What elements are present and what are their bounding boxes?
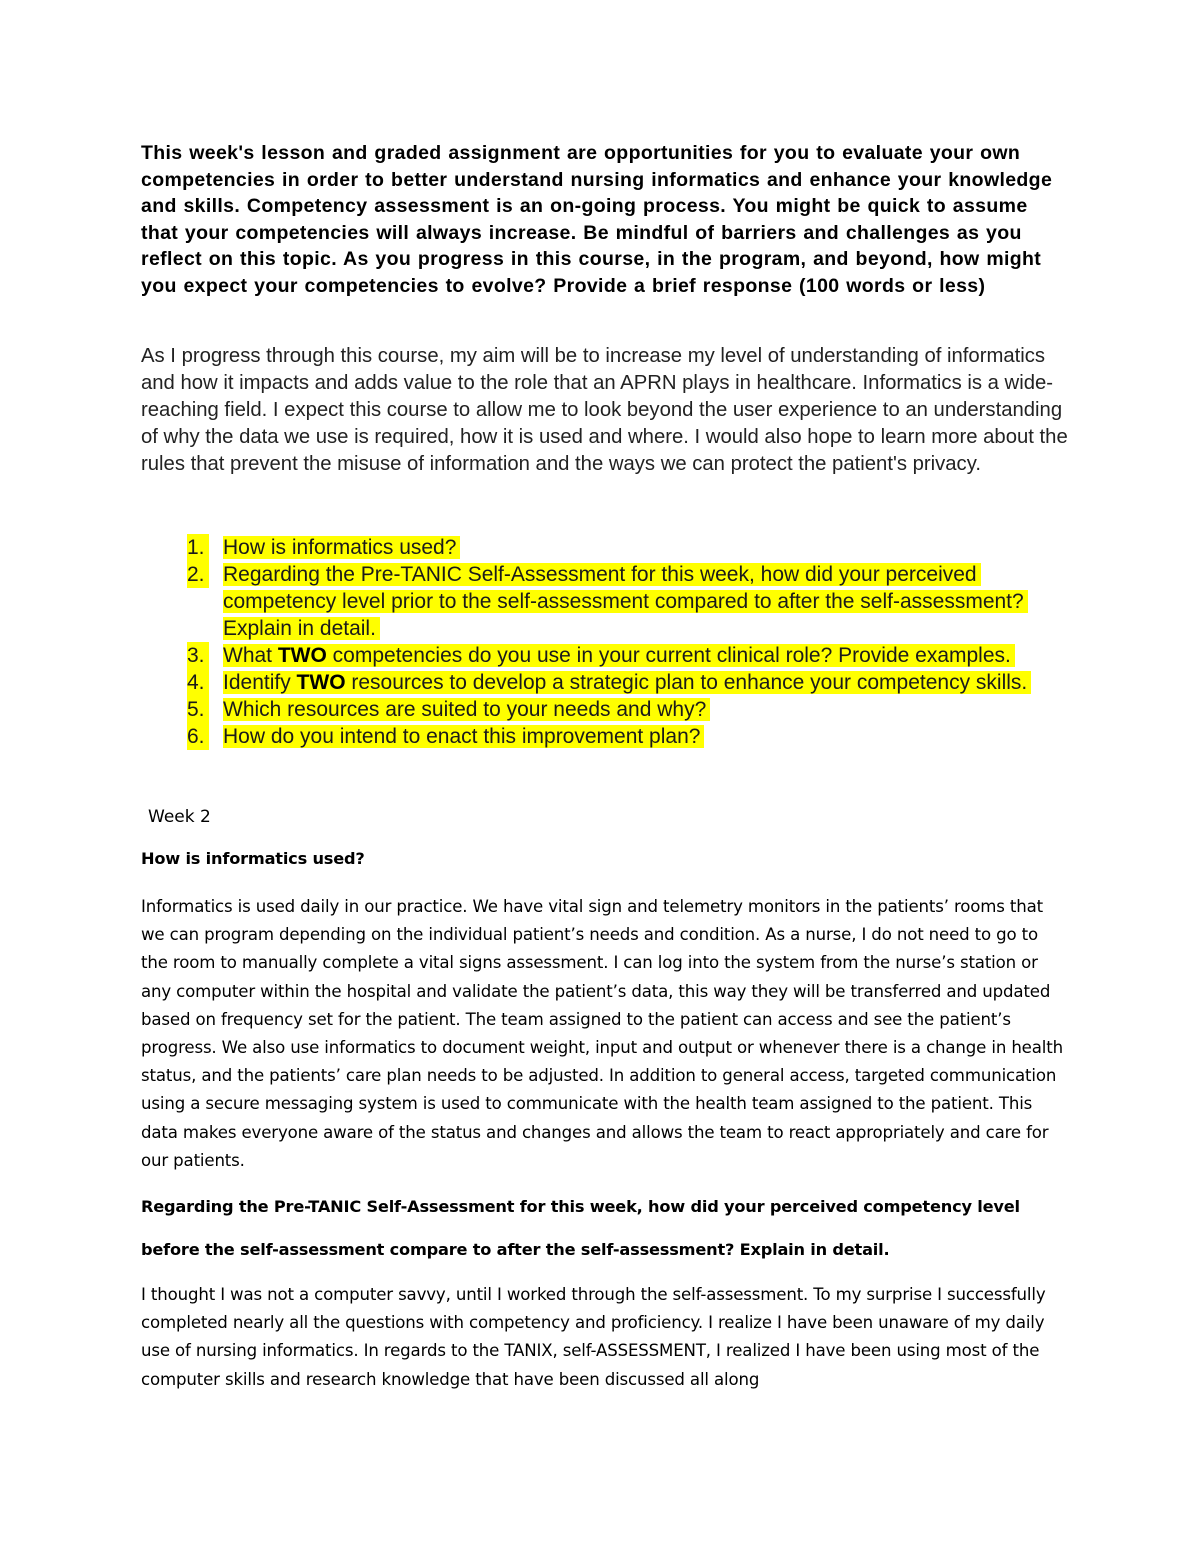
question-text-pre: What (223, 644, 278, 667)
question-text: Which resources are suited to your needs and why? (223, 698, 710, 721)
list-item (187, 723, 1087, 750)
section-body: I thought I was not a computer savvy, until I worked through the self-assessment. To my surprise I successfully completed nearly all the questions with competency and proficiency. I realize I have been unaware of my daily use of nursing informatics. In regards to the TANIX, self-ASSESSMENT, I realized I have been using most of the computer skills and research knowledge that have been discussed all along (141, 1285, 1046, 1389)
emphasis-two: TWO (296, 671, 346, 694)
week-label: Week 2 (148, 807, 211, 827)
list-number: 2. (187, 561, 209, 588)
question-text-pre: Identify (223, 671, 297, 694)
reflection-response: As I progress through this course, my aim will be to increase my level of understanding of informatics and how it impacts and adds value to the role that an APRN plays in healthcare. Informatics is a wide-reaching field. I expect this course to allow me to look beyond the user experience to an understanding of why the data we use is required, how it is used and where. I would also hope to learn more about the rules that prevent the misuse of information and the ways we can protect the patient's privacy. (141, 345, 1068, 475)
section-heading: before the self-assessment compare to after the self-assessment? Explain in detail. (141, 1240, 890, 1259)
assignment-prompt: This week's lesson and graded assignment are opportunities for you to evaluate your own competencies in order to better understand nursing informatics and enhance your knowledge and skills. Competency assessment is an on-going process. You might be quick to assume that your competencies will always increase. Be mindful of barriers and challenges as you reflect on this topic. As you progress in this course, in the program, and beyond, how might you expect your competencies to evolve? Provide a brief response (100 words or less) (141, 142, 1053, 297)
list-item (187, 561, 1087, 642)
list-number: 4. (187, 669, 209, 696)
emphasis-two: TWO (277, 644, 327, 667)
section-heading: Regarding the Pre-TANIC Self-Assessment for this week, how did your perceived competency level (141, 1197, 1020, 1216)
question-text (223, 644, 1015, 667)
list-number: 1. (187, 534, 209, 561)
list-number: 3. (187, 642, 209, 669)
list-number: 5. (187, 696, 209, 723)
list-item (187, 669, 1087, 696)
question-list (187, 534, 1087, 750)
question-text: How is informatics used? (223, 536, 460, 559)
section-heading: How is informatics used? (141, 849, 365, 868)
list-item (187, 642, 1087, 669)
list-item (187, 534, 1087, 561)
list-number: 6. (187, 723, 209, 750)
section-body: Informatics is used daily in our practice. We have vital sign and telemetry monitors in the patients’ rooms that we can program depending on the individual patient’s needs and condition. As a nurse, I do not need to go to the room to manually complete a vital signs assessment. I can log into the system from the nurse’s station or any computer within the hospital and validate the patient’s data, this way they will be transferred and updated based on frequency set for the patient. The team assigned to the patient can access and see the patient’s progress. We also use informatics to document weight, input and output or whenever there is a change in health status, and the patients’ care plan needs to be adjusted. In addition to general access, targeted communication using a secure messaging system is used to communicate with the health team assigned to the patient. This data makes everyone aware of the status and changes and allows the team to react appropriately and care for our patients. (141, 897, 1063, 1170)
list-item (187, 696, 1087, 723)
question-text: Regarding the Pre-TANIC Self-Assessment for this week, how did your perceived competency level prior to the self-assessment compared to after the self-assessment? Explain in detail. (223, 563, 1028, 640)
question-text: How do you intend to enact this improvement plan? (223, 725, 704, 748)
question-text-post: competencies do you use in your current clinical role? Provide examples. (326, 644, 1011, 667)
question-text (223, 671, 1031, 694)
question-text-post: resources to develop a strategic plan to enhance your competency skills. (345, 671, 1028, 694)
